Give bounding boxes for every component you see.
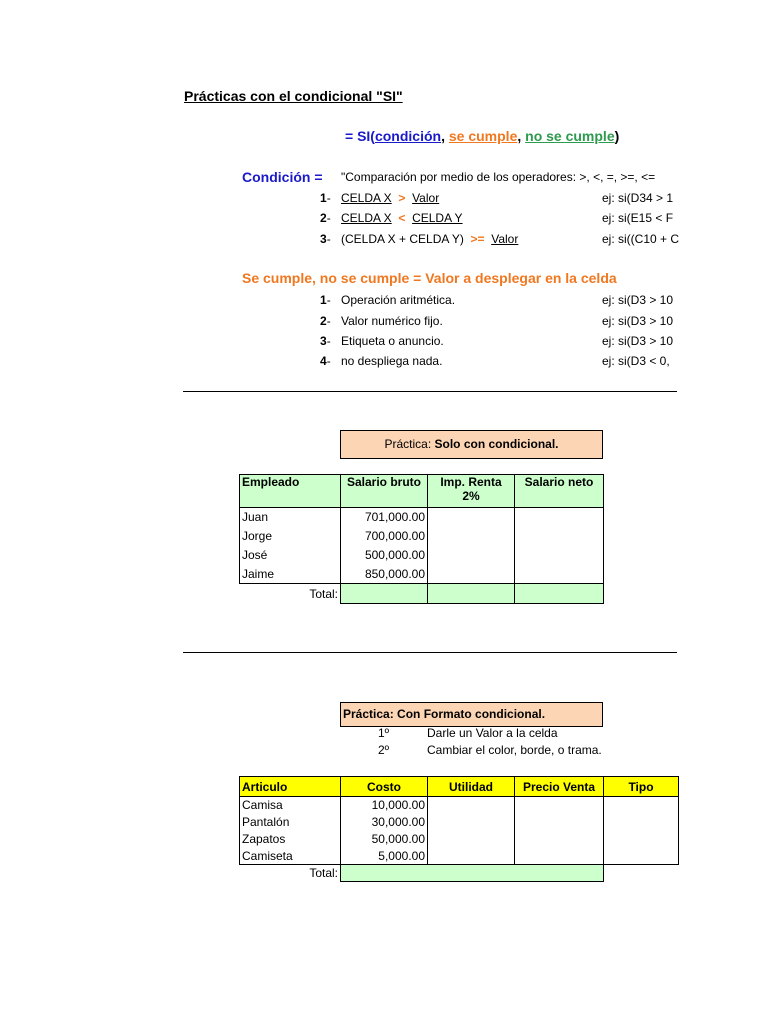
total-cell[interactable] xyxy=(341,865,604,882)
net-cell[interactable] xyxy=(515,546,604,565)
formula-yes: se cumple xyxy=(448,128,518,144)
salary-cell[interactable]: 850,000.00 xyxy=(341,565,428,584)
tax-cell[interactable] xyxy=(428,508,515,527)
table-row xyxy=(240,848,679,865)
cond-row-2-expr: CELDA X < CELDA Y xyxy=(341,211,463,225)
price-cell[interactable] xyxy=(515,831,604,848)
article-name: Camisa xyxy=(240,797,341,814)
tax-cell[interactable] xyxy=(428,527,515,546)
cond-row-1-example: ej: si(D34 > 1 xyxy=(602,191,674,205)
result-row-3-example: ej: si(D3 > 10 xyxy=(602,334,674,348)
result-row-1-example: ej: si(D3 > 10 xyxy=(602,293,674,307)
result-row-1-text: Operación aritmética. xyxy=(341,293,456,307)
divider-1 xyxy=(183,391,677,392)
table-row xyxy=(240,546,604,565)
total-row xyxy=(240,584,604,604)
formula-sep2: , xyxy=(517,128,526,144)
total-label: Total: xyxy=(309,866,338,881)
formula-no: no se cumple xyxy=(525,128,615,144)
formula-prefix: = SI( xyxy=(345,128,375,144)
cost-cell[interactable]: 30,000.00 xyxy=(341,814,428,831)
si-formula xyxy=(345,128,619,144)
utility-cell[interactable] xyxy=(428,831,515,848)
cond-row-1-expr: CELDA X > Valor xyxy=(341,191,440,205)
article-name: Camiseta xyxy=(240,848,341,865)
cond-row-1-num: 1- xyxy=(320,191,331,205)
total-label: Total: xyxy=(309,586,338,601)
condition-heading: Condición = xyxy=(242,169,323,185)
page-title: Prácticas con el condicional "SI" xyxy=(184,88,403,104)
employee-name: Juan xyxy=(240,508,341,527)
tax-cell[interactable] xyxy=(428,565,515,584)
salary-cell[interactable]: 701,000.00 xyxy=(341,508,428,527)
table-row xyxy=(240,831,679,848)
step-2-num: 2º xyxy=(378,743,390,757)
result-row-2-example: ej: si(D3 > 10 xyxy=(602,314,674,328)
result-row-2-num: 2- xyxy=(320,314,331,328)
total-net-cell[interactable] xyxy=(515,584,604,604)
col-precio-venta: Precio Venta xyxy=(515,777,604,797)
salary-cell[interactable]: 500,000.00 xyxy=(341,546,428,565)
price-cell[interactable] xyxy=(515,814,604,831)
col-tipo: Tipo xyxy=(604,777,679,797)
price-cell[interactable] xyxy=(515,797,604,814)
articles-table xyxy=(239,776,679,882)
step-1-num: 1º xyxy=(378,726,390,740)
employee-name: Jorge xyxy=(240,527,341,546)
cost-cell[interactable]: 5,000.00 xyxy=(341,848,428,865)
col-articulo: Articulo xyxy=(240,777,341,797)
condition-description: "Comparación por medio de los operadores: >, <, =, >=, <= xyxy=(341,170,656,184)
cond-row-3-num: 3- xyxy=(320,232,331,246)
net-cell[interactable] xyxy=(515,527,604,546)
net-cell[interactable] xyxy=(515,508,604,527)
col-costo: Costo xyxy=(341,777,428,797)
total-salary-cell[interactable] xyxy=(341,584,428,604)
table-row xyxy=(240,508,604,527)
tax-cell[interactable] xyxy=(428,546,515,565)
total-row xyxy=(240,865,679,882)
divider-2 xyxy=(183,652,677,653)
cost-cell[interactable]: 50,000.00 xyxy=(341,831,428,848)
col-imp-renta: Imp. Renta 2% xyxy=(428,475,515,508)
table-row xyxy=(240,565,604,584)
result-row-4-text: no despliega nada. xyxy=(341,354,443,368)
formula-condition: condición xyxy=(374,128,442,144)
cond-row-2-num: 2- xyxy=(320,211,331,225)
employee-name: José xyxy=(240,546,341,565)
practice2-label: Práctica: Con Formato condicional. xyxy=(340,702,603,727)
employee-name: Jaime xyxy=(240,565,341,584)
result-row-3-num: 3- xyxy=(320,334,331,348)
cond-row-3-expr: (CELDA X + CELDA Y) >= Valor xyxy=(341,232,519,246)
cost-cell[interactable]: 10,000.00 xyxy=(341,797,428,814)
utility-cell[interactable] xyxy=(428,814,515,831)
type-cell[interactable] xyxy=(604,831,679,848)
col-salario-bruto: Salario bruto xyxy=(341,475,428,508)
result-row-1-num: 1- xyxy=(320,293,331,307)
table-row xyxy=(240,527,604,546)
result-row-2-text: Valor numérico fijo. xyxy=(341,314,443,328)
article-name: Zapatos xyxy=(240,831,341,848)
cond-row-3-example: ej: si((C10 + C xyxy=(602,232,680,246)
result-row-4-num: 4- xyxy=(320,354,331,368)
step-1-text: Darle un Valor a la celda xyxy=(427,726,558,740)
article-name: Pantalón xyxy=(240,814,341,831)
table-row xyxy=(240,814,679,831)
col-salario-neto: Salario neto xyxy=(515,475,604,508)
salary-cell[interactable]: 700,000.00 xyxy=(341,527,428,546)
total-tax-cell[interactable] xyxy=(428,584,515,604)
col-empleado: Empleado xyxy=(240,475,341,508)
price-cell[interactable] xyxy=(515,848,604,865)
table-row xyxy=(240,797,679,814)
practice1-label: Práctica: Solo con condicional. xyxy=(340,430,603,459)
cond-row-2-example: ej: si(E15 < F xyxy=(602,211,674,225)
total-blank xyxy=(604,865,679,882)
result-row-3-text: Etiqueta o anuncio. xyxy=(341,334,444,348)
salary-table xyxy=(239,474,604,604)
type-cell[interactable] xyxy=(604,814,679,831)
type-cell[interactable] xyxy=(604,797,679,814)
utility-cell[interactable] xyxy=(428,848,515,865)
col-utilidad: Utilidad xyxy=(428,777,515,797)
formula-suffix: ) xyxy=(614,128,620,144)
formula-sep1: , xyxy=(441,128,449,144)
type-cell[interactable] xyxy=(604,848,679,865)
net-cell[interactable] xyxy=(515,565,604,584)
step-2-text: Cambiar el color, borde, o trama. xyxy=(427,743,602,757)
utility-cell[interactable] xyxy=(428,797,515,814)
result-row-4-example: ej: si(D3 < 0, xyxy=(602,354,670,368)
result-heading: Se cumple, no se cumple = Valor a desplegar en la celda xyxy=(242,270,617,286)
